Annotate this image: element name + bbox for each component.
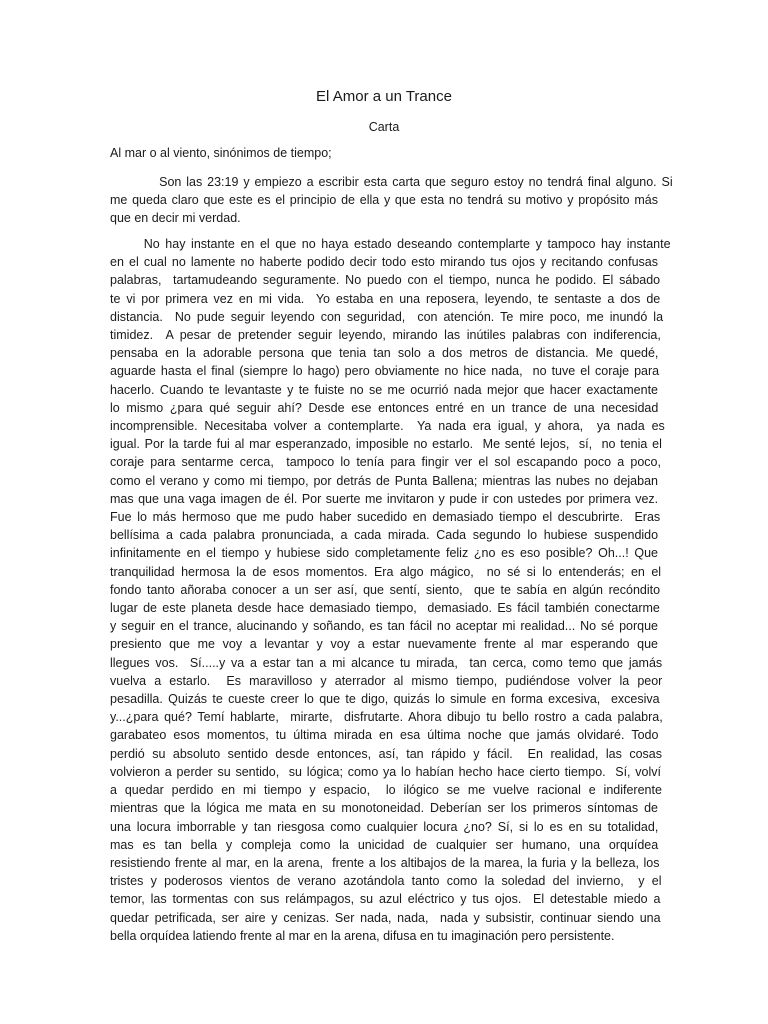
text-line: Son las 23:19 y empiezo a escribir esta carta que seguro estoy no tendrá final alguno. Si bbox=[110, 175, 673, 189]
text-line: palabras, tartamudeando seguramente. No puedo con el tiempo, nunca he podido. El sábado bbox=[110, 273, 661, 288]
text-line: mientras que la lógica me mata en su monotoneidad. Deberían ser los primeros síntomas de bbox=[110, 801, 658, 816]
paragraph-2 bbox=[110, 235, 671, 945]
text-line: temor, las tormentas con sus relámpagos, su azul eléctrico y tus ojos. El detestable miedo a bbox=[110, 892, 661, 907]
text-line: hacerlo. Cuando te levantaste y te fuiste no se me ocurrió nada mejor que hacer exactamente bbox=[110, 382, 658, 397]
text-line: a quedar perdido en mi tiempo y espacio, lo ilógico se me vuelve racional e indiferente bbox=[110, 783, 662, 798]
text-line: garabateo esos momentos, tu última mirada en esa última noche que jamás olvidaré. Todo bbox=[110, 728, 659, 743]
text-line: vuelva a estarlo. Es maravilloso y aterrador al mismo tiempo, pudiéndose volver la peor bbox=[110, 673, 663, 688]
text-line: que en decir mi verdad. bbox=[110, 211, 241, 226]
text-line: me queda claro que este es el principio de ella y que esta no tendrá su motivo y propósito más bbox=[110, 193, 658, 208]
text-line: timidez. A pesar de pretender seguir leyendo, mirando las inútiles palabras con indiferencia, bbox=[110, 328, 661, 343]
text-line: igual. Por la tarde fui al mar esperanzado, imposible no estarlo. Me senté lejos, sí, no tenia el bbox=[110, 437, 662, 452]
text-line: bellísima a cada palabra pronunciada, a cada mirada. Cada segundo lo hubiese suspendido bbox=[110, 528, 659, 543]
text-line: Fue lo más hermoso que me pudo haber sucedido en demasiado tiempo el descubrirte. Eras bbox=[110, 510, 661, 525]
text-line: infinitamente en el tiempo y hubiese sido completamente feliz ¿no es eso posible? Oh...! Que bbox=[110, 546, 658, 561]
text-line: volvieron a perder su sentido, su lógica; como ya lo habían hecho hace cierto tiempo. Sí, volví bbox=[110, 764, 661, 779]
text-line: tristes y poderosos vientos de verano azotándola tanto como la soledad del invierno, y el bbox=[110, 874, 662, 889]
text-line: te vi por primera vez en mi vida. Yo estaba en una reposera, leyendo, te sentaste a dos de bbox=[110, 291, 661, 306]
document-subtitle: Carta bbox=[368, 120, 400, 134]
text-line: en el cual no lamente no haberte podido decir todo esto mirando tus ojos y recitando confusas bbox=[110, 255, 658, 270]
text-line: No hay instante en el que no haya estado deseando contemplarte y tampoco hay instante bbox=[110, 237, 671, 251]
text-line: tranquilidad hermosa la de esos momentos. Era algo mágico, no sé si lo entenderás; en el bbox=[110, 564, 662, 579]
text-line: lo mismo ¿para qué seguir ahí? Desde ese entonces entré en un trance de una necesidad bbox=[110, 400, 659, 415]
text-line: y...¿para qué? Temí hablarte, mirarte, disfrutarte. Ahora dibujo tu bello rostro a cada palabra, bbox=[110, 710, 663, 725]
text-line: mas es tan bella y compleja como la unicidad de cualquier ser humano, una orquídea bbox=[110, 837, 659, 852]
text-line: resistiendo frente al mar, en la arena, frente a los altibajos de la marea, la furia y la belleza, los bbox=[110, 855, 660, 870]
salutation: Al mar o al viento, sinónimos de tiempo; bbox=[110, 146, 332, 160]
text-line: perdió su absoluto sentido desde entonces, así, tan rápido y fácil. En realidad, las cosas bbox=[110, 746, 662, 761]
text-line: quedar petrificada, ser aire y cenizas. Ser nada, nada, nada y subsistir, continuar siendo una bbox=[110, 910, 661, 925]
text-line: distancia. No pude seguir leyendo con seguridad, con atención. Te mire poco, me inundó la bbox=[110, 309, 664, 324]
text-line: lugar de este planeta desde hace demasiado tiempo, demasiado. Es fácil también conectarme bbox=[110, 601, 660, 616]
text-line: pesadilla. Quizás te cueste creer lo que te digo, quizás lo simule en forma excesiva, excesiva bbox=[110, 692, 660, 707]
text-line: pensaba en la adorable persona que tenia tan solo a dos metros de distancia. Me quedé, bbox=[110, 346, 659, 361]
text-line: fondo tanto añoraba conocer a un ser así, que sentí, siento, que te sabía en algún recóndito bbox=[110, 582, 661, 597]
text-line: bella orquídea latiendo frente al mar en la arena, difusa en tu imaginación pero persistente. bbox=[110, 928, 615, 943]
text-line: aguarde hasta el final (siempre lo hago) pero obviamente no hice nada, no tuve el coraje para bbox=[110, 364, 660, 379]
text-line: presiento que me voy a levantar y voy a estar nuevamente frente al mar esperando que bbox=[110, 637, 659, 652]
text-line: una locura imborrable y tan riesgosa como cualquier locura ¿no? Sí, si lo es en su totalidad, bbox=[110, 819, 659, 834]
document-title: El Amor a un Trance bbox=[316, 88, 452, 105]
text-line: llegues vos. Sí.....y va a estar tan a mi alcance tu mirada, tan cerca, como temo que jamás bbox=[110, 655, 663, 670]
text-line: mas que una vaga imagen de él. Por suerte me invitaron y pude ir con ustedes por primera vez. bbox=[110, 491, 659, 506]
text-line: coraje para sentarme cerca, tampoco lo tenía para fingir ver el sol escapando poco a poco, bbox=[110, 455, 661, 470]
text-line: y seguir en el trance, alucinando y soñando, es tan fácil no aceptar mi realidad... No sé porque bbox=[110, 619, 658, 634]
paragraph-1 bbox=[110, 173, 673, 228]
text-line: como el verano y como mi tiempo, por detrás de Punta Ballena; mientras las nubes no dejaban bbox=[110, 473, 658, 488]
text-line: incomprensible. Necesitaba volver a contemplarte. Ya nada era igual, y ahora, ya nada es bbox=[110, 419, 665, 434]
